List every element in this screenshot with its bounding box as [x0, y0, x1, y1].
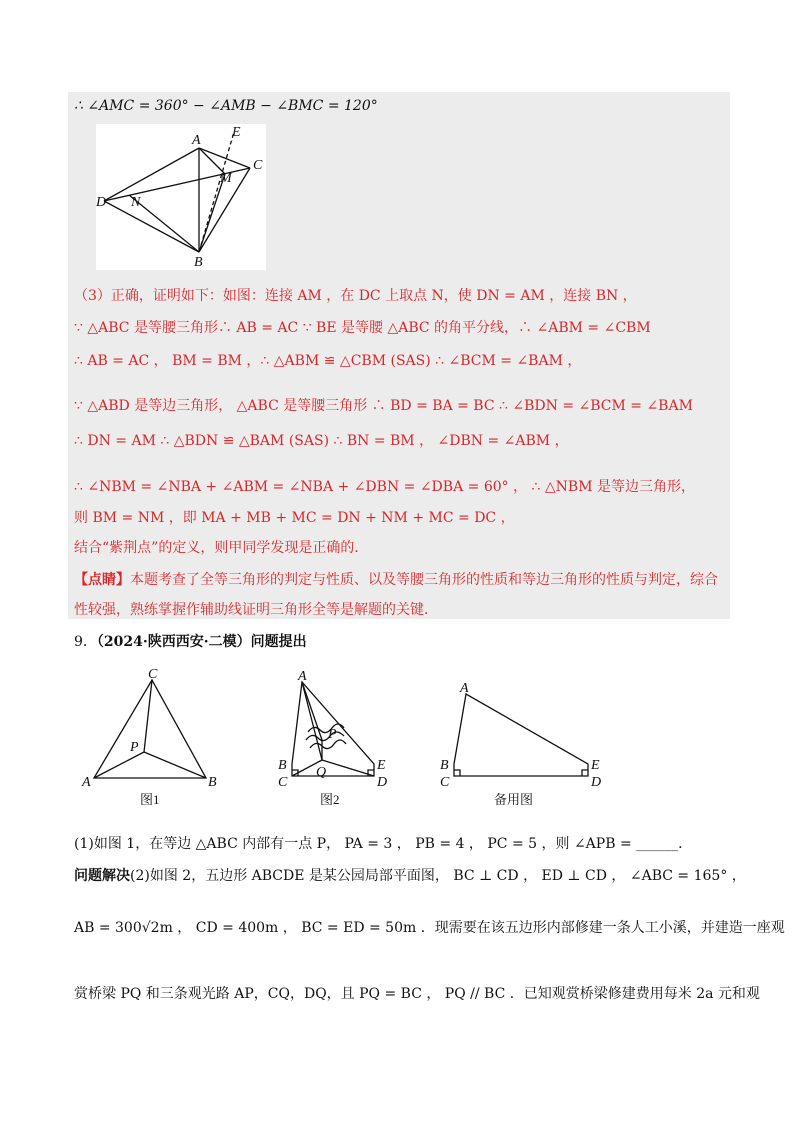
fig2-label-E: E: [377, 758, 386, 773]
comment-line-1: [74, 570, 730, 590]
label-D: D: [96, 195, 107, 210]
fig2-label-D: D: [377, 775, 388, 790]
problem-heading: 问题提出: [250, 634, 307, 650]
fig1-label-A: A: [82, 775, 91, 790]
comment-tag: 【点睛】: [74, 572, 130, 588]
fig3-label-C: C: [440, 775, 450, 790]
comment-line-2: 性较强，熟练掌握作辅助线证明三角形全等是解题的关键．: [74, 602, 438, 618]
segment-DA: [104, 148, 199, 201]
comment-text-1: 本题考查了全等三角形的判定与性质、以及等腰三角形的性质和等边三角形的性质与判定，综合: [130, 572, 718, 588]
fig2-label-P: P: [328, 727, 337, 742]
question-2-line-b: AB = 300√2m ， CD = 400m ， BC = ED = 50m ．现需要在该五边形内部修建一条人工小溪，并建造一座观: [74, 920, 785, 936]
problem-header: [74, 632, 307, 652]
label-C: C: [253, 158, 263, 173]
fig3-label-E: E: [591, 758, 600, 773]
question-1: (1)如图 1，在等边 △ABC 内部有一点 P， PA = 3 ， PB = 4 ， PC = 5 ，则 ∠APB = ______．: [74, 836, 693, 852]
fig1-caption: 图1: [140, 792, 160, 807]
fig1-label-P: P: [130, 740, 139, 755]
problem-figures: [80, 668, 640, 814]
solution-figure: [96, 124, 266, 270]
solution-line-4: ∵ △ABC 是等腰三角形∴ AB = AC ∵ BE 是等腰 △ABC 的角平分线，∴ ∠ABM = ∠CBM: [74, 320, 651, 336]
label-B: B: [194, 255, 203, 270]
solution-line-7: ∴ DN = AM ∴ △BDN ≌ △BAM (SAS) ∴ BN = BM ， ∠DBN = ∠ABM ，: [74, 433, 569, 449]
fig3-caption: 备用图: [494, 792, 534, 807]
fig1-label-C: C: [148, 668, 158, 682]
fig1-label-B: B: [208, 775, 217, 790]
fig2-label-B: B: [278, 758, 287, 773]
solution-line-1: ∴ ∠AMC = 360° − ∠AMB − ∠BMC = 120°: [74, 98, 378, 114]
fig2-label-Q: Q: [316, 765, 327, 780]
question-2-line-c: 赏桥梁 PQ 和三条观光路 AP，CQ，DQ，且 PQ = BC ， PQ // BC ．已知观赏桥梁修建费用每米 2a 元和观: [74, 986, 760, 1002]
question-2-line-a: [74, 866, 746, 886]
problem-number: 9．: [74, 634, 97, 650]
fig3-label-A: A: [460, 681, 469, 696]
solution-line-10: 结合“紫荆点”的定义，则甲同学发现是正确的．: [74, 540, 369, 556]
fig2-label-C: C: [278, 775, 288, 790]
fig2-label-A: A: [298, 669, 307, 684]
fig2-caption: 图2: [320, 792, 340, 807]
solution-line-6: ∵ △ABD 是等边三角形， △ABC 是等腰三角形 ∴ BD = BA = BC ∴ ∠BDN = ∠BCM = ∠BAM: [74, 398, 693, 414]
question-2-text-a: (2)如图 2，五边形 ABCDE 是某公园局部平面图， BC ⊥ CD ， ED ⊥ CD ， ∠ABC = 165° ，: [130, 868, 746, 884]
segment-AC: [199, 148, 250, 168]
fig3-label-B: B: [440, 758, 449, 773]
figure-1: [81, 668, 217, 807]
fig3-label-D: D: [591, 775, 602, 790]
problem-source: （2024·陕西西安·二模）: [96, 634, 251, 650]
label-M: M: [220, 171, 232, 186]
segment-DB: [104, 201, 199, 252]
solution-line-8: ∴ ∠NBM = ∠NBA + ∠ABM = ∠NBA + ∠DBN = ∠DBA = 60° ， ∴ △NBM 是等边三角形，: [74, 479, 695, 495]
figure-2: [278, 669, 387, 807]
quadrilateral-figure: [96, 124, 266, 270]
label-N: N: [131, 195, 141, 210]
label-A: A: [192, 133, 201, 148]
label-E: E: [232, 125, 241, 140]
question-2-tag: 问题解决: [74, 868, 130, 884]
solution-line-5: ∴ AB = AC ， BM = BM ，∴ △ABM ≌ △CBM (SAS) ∴ ∠BCM = ∠BAM ，: [74, 353, 582, 369]
figure-3: [440, 681, 601, 807]
solution-line-3: （3）正确，证明如下：如图：连接 AM ，在 DC 上取点 N，使 DN = AM ，连接 BN ，: [74, 288, 637, 304]
solution-line-9: 则 BM = NM ，即 MA + MB + MC = DN + NM + MC = DC ，: [74, 510, 515, 526]
